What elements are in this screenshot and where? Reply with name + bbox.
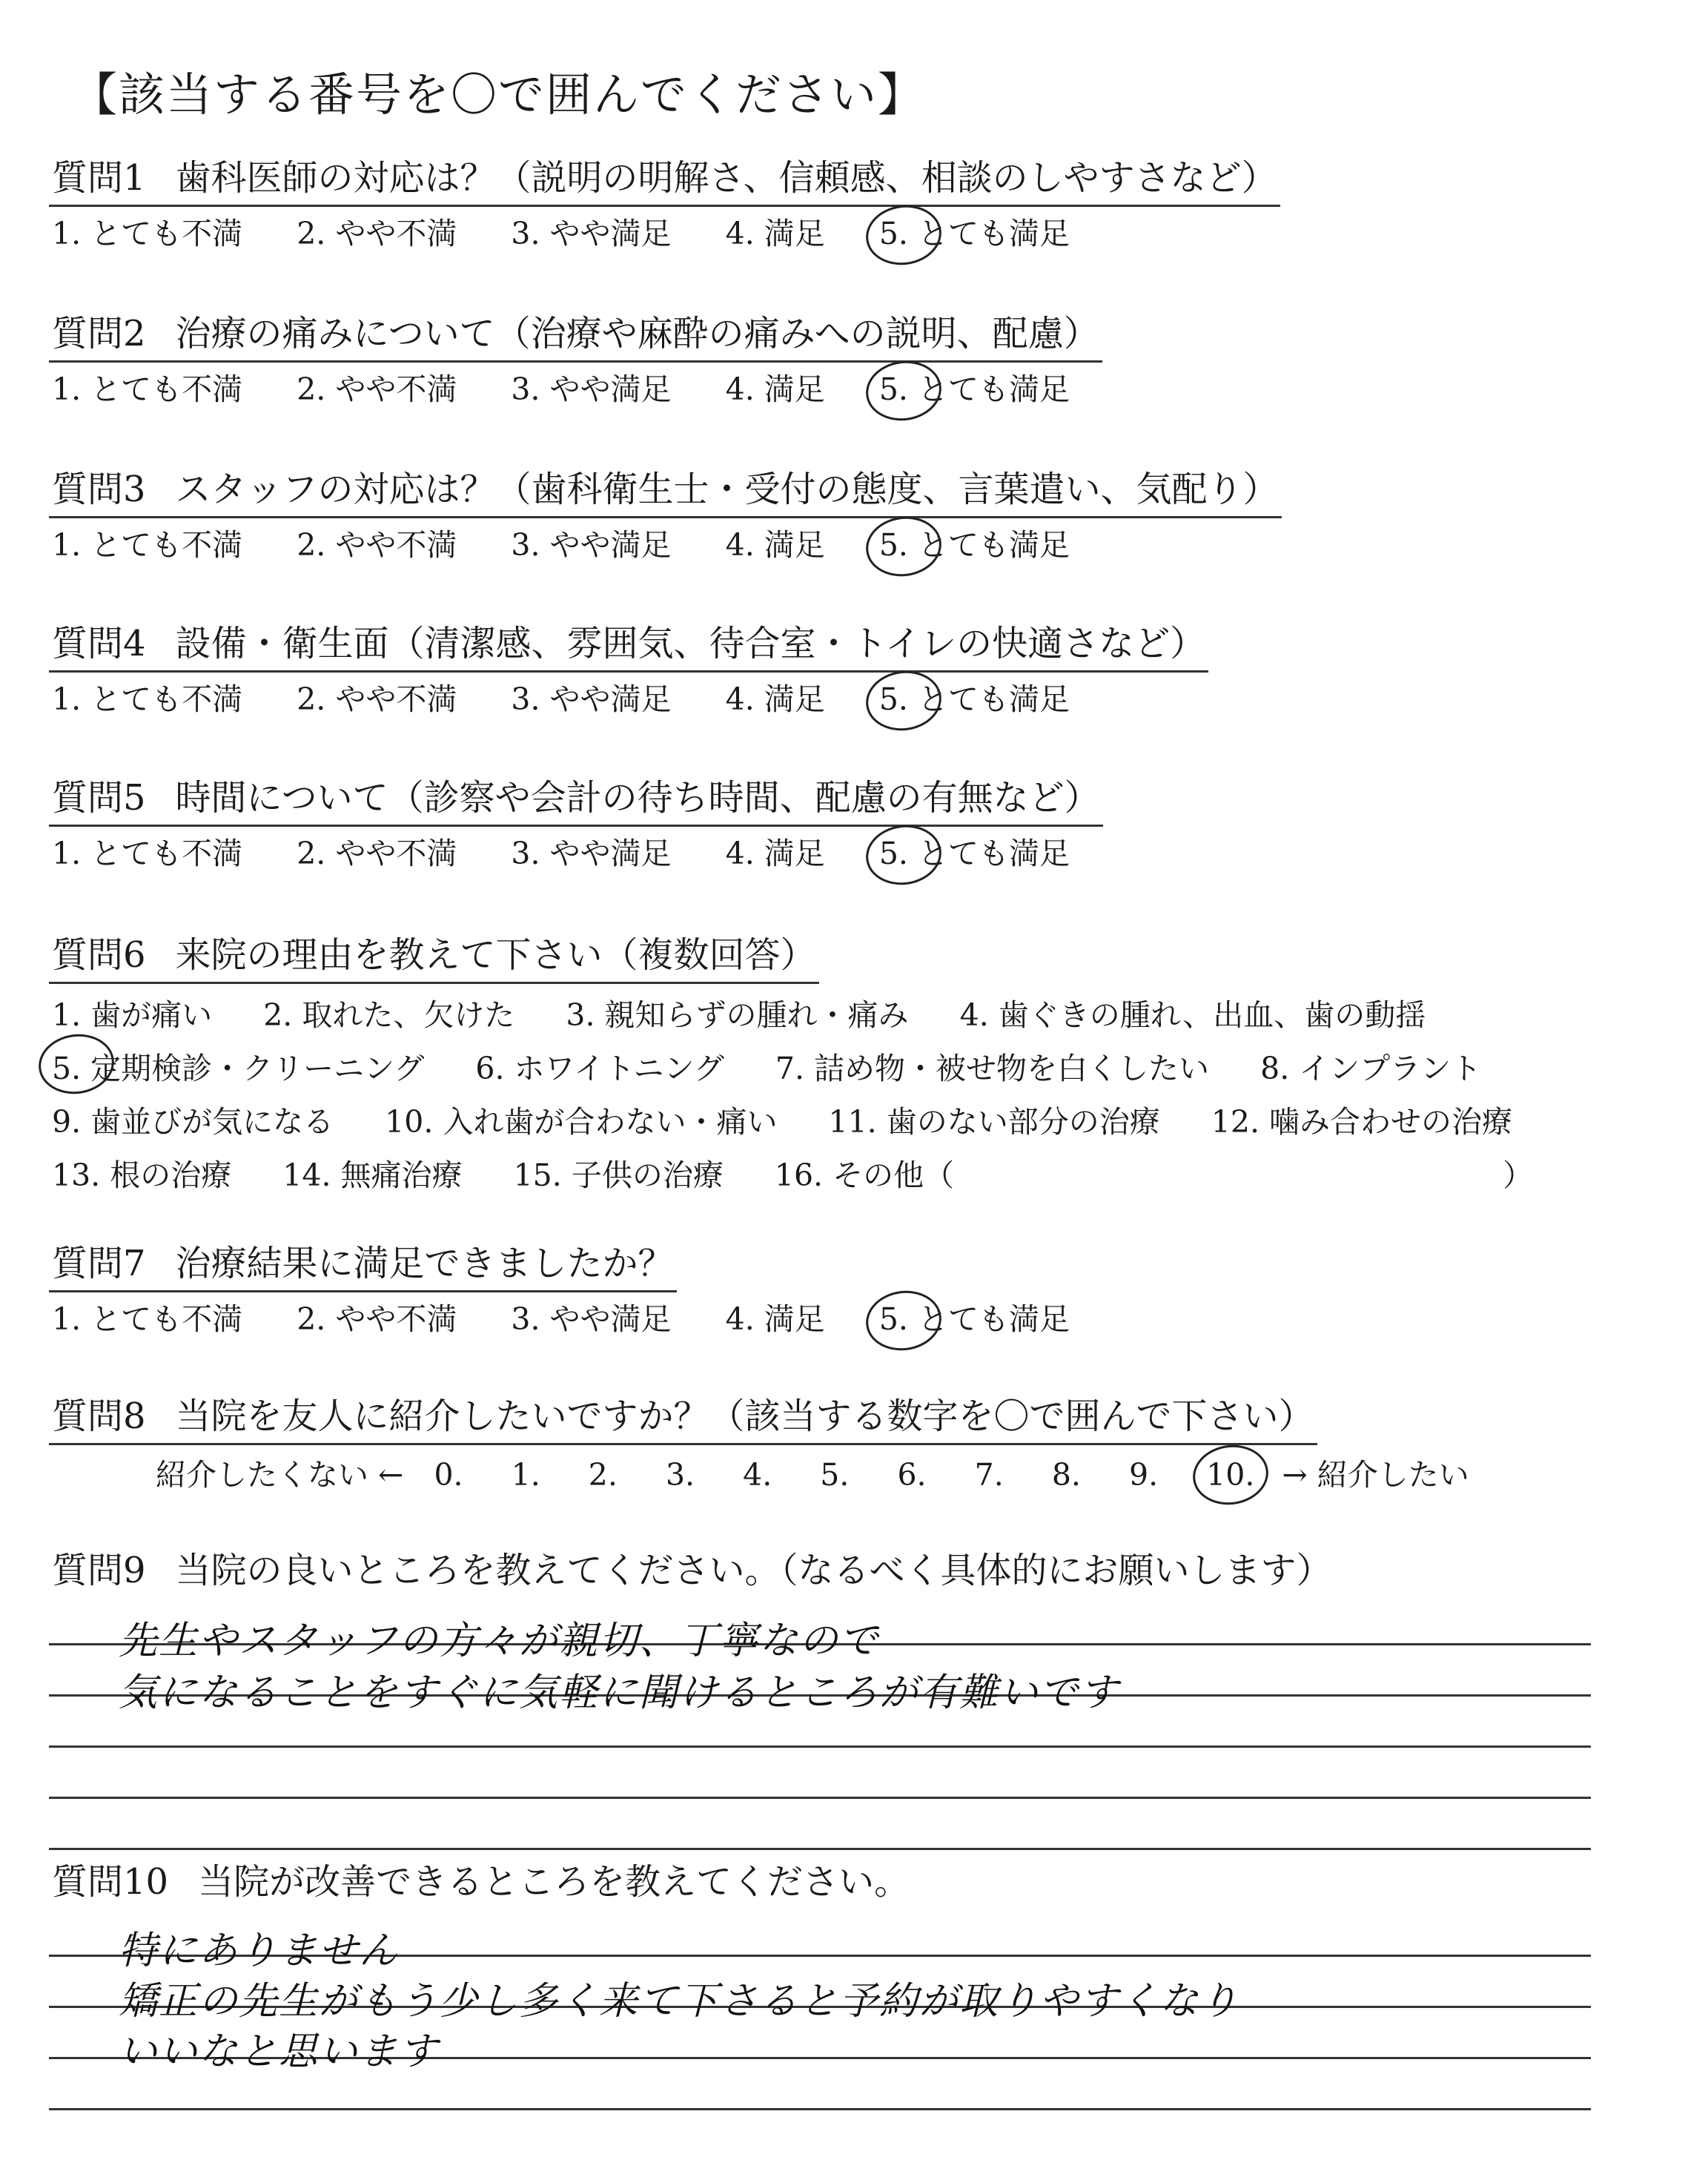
rating-option-4[interactable]: 4. 満足 (725, 836, 825, 871)
rating-scale (49, 524, 1680, 566)
rating-option-5-selected[interactable]: 5. とても満足 (879, 678, 1070, 720)
handwritten-answer-q9-line1: 先生やスタッフの方々が親切、丁寧なので (119, 1619, 880, 1663)
choice-7[interactable]: 7. 詰め物・被せ物を白くしたい (775, 1051, 1210, 1086)
rating-option-3[interactable]: 3. やや満足 (511, 216, 672, 251)
question-10 (49, 1860, 1680, 1909)
question-2 (49, 311, 1680, 410)
scale-right-label: → 紹介したい (1282, 1457, 1469, 1493)
rating-option-4[interactable]: 4. 満足 (725, 216, 825, 251)
question-3 (49, 467, 1680, 566)
rating-option-3[interactable]: 3. やや満足 (511, 527, 672, 563)
choice-row (52, 988, 1680, 1042)
close-paren: ） (1503, 1157, 1534, 1193)
question-number: 質問4 (52, 623, 146, 664)
score-4[interactable]: 4. (743, 1457, 772, 1493)
choice-8[interactable]: 8. インプラント (1260, 1051, 1482, 1086)
rating-option-1[interactable]: 1. とても不満 (52, 216, 243, 251)
handwritten-answer-q9-line2: 気になることをすぐに気軽に聞けるところが有難いです (119, 1671, 1120, 1715)
rating-option-5-selected[interactable]: 5. とても満足 (879, 524, 1070, 566)
question-number: 質問2 (52, 313, 146, 354)
question-9 (49, 1548, 1680, 1597)
question-text: 治療結果に満足できましたか？ (175, 1243, 674, 1284)
choice-9[interactable]: 9. 歯並びが気になる (52, 1104, 334, 1140)
score-7[interactable]: 7. (974, 1457, 1004, 1493)
scale-left-label: 紹介したくない ← (156, 1457, 404, 1493)
choice-4[interactable]: 4. 歯ぐきの腫れ、出血、歯の動揺 (959, 997, 1426, 1033)
question-8-title (49, 1394, 1317, 1445)
question-2-title (49, 311, 1102, 363)
question-number: 質問8 (52, 1396, 146, 1437)
score-6[interactable]: 6. (897, 1457, 927, 1493)
question-text: スタッフの対応は？（歯科衛生士・受付の態度、言葉遣い、気配り） (175, 469, 1279, 510)
score-10-selected[interactable]: 10. (1206, 1453, 1254, 1497)
question-number: 質問5 (52, 777, 146, 819)
rating-option-2[interactable]: 2. やや不満 (297, 1301, 457, 1337)
rating-option-5-selected[interactable]: 5. とても満足 (879, 833, 1070, 874)
question-text: 当院の良いところを教えてください。（なるべく具体的にお願いします） (175, 1550, 1332, 1591)
question-7 (49, 1241, 1680, 1340)
question-text: 来院の理由を教えて下さい（複数回答） (175, 934, 816, 976)
rating-option-2[interactable]: 2. やや不満 (297, 527, 457, 563)
question-9-title (49, 1548, 1335, 1597)
rating-option-3[interactable]: 3. やや満足 (511, 836, 672, 871)
choice-12[interactable]: 12. 噛み合わせの治療 (1211, 1104, 1513, 1140)
rating-option-5-selected[interactable]: 5. とても満足 (879, 1298, 1070, 1340)
question-8 (49, 1394, 1680, 1497)
question-text: 歯科医師の対応は？（説明の明解さ、信頼感、相談のしやすさなど） (175, 157, 1277, 199)
rating-scale (49, 369, 1680, 410)
rating-option-2[interactable]: 2. やや不満 (297, 216, 457, 251)
choice-15[interactable]: 15. 子供の治療 (513, 1157, 724, 1193)
question-5-title (49, 776, 1103, 827)
handwritten-answer-q10-line3: いいなと思います (119, 2029, 440, 2074)
score-9[interactable]: 9. (1128, 1457, 1159, 1493)
rating-option-4[interactable]: 4. 満足 (725, 1301, 825, 1337)
rating-option-1[interactable]: 1. とても不満 (52, 527, 243, 563)
score-5[interactable]: 5. (820, 1457, 850, 1493)
rating-option-5-selected[interactable]: 5. とても満足 (879, 369, 1070, 410)
question-text: 当院が改善できるところを教えてください。 (198, 1861, 910, 1903)
rating-option-2[interactable]: 2. やや不満 (297, 681, 457, 717)
rating-scale (49, 678, 1680, 720)
recommend-scale (49, 1453, 1680, 1497)
question-number: 質問6 (52, 934, 146, 976)
choice-row (52, 1095, 1680, 1149)
score-8[interactable]: 8. (1051, 1457, 1081, 1493)
question-number: 質問10 (52, 1861, 169, 1903)
rating-option-1[interactable]: 1. とても不満 (52, 681, 243, 717)
question-1-title (49, 156, 1280, 207)
choice-3[interactable]: 3. 親知らずの腫れ・痛み (566, 997, 909, 1033)
form-header: 【該当する番号を〇で囲んでください】 (71, 67, 926, 122)
question-6-title (49, 933, 819, 984)
question-3-title (49, 467, 1282, 518)
rating-option-3[interactable]: 3. やや満足 (511, 371, 672, 407)
score-2[interactable]: 2. (588, 1457, 618, 1493)
question-number: 質問3 (52, 469, 146, 510)
visit-reason-choices (49, 988, 1680, 1202)
rating-option-3[interactable]: 3. やや満足 (511, 681, 672, 717)
question-4 (49, 621, 1680, 720)
question-number: 質問9 (52, 1550, 146, 1591)
question-1 (49, 156, 1680, 254)
score-1[interactable]: 1. (511, 1457, 540, 1493)
rating-scale (49, 833, 1680, 874)
rating-option-4[interactable]: 4. 満足 (725, 371, 825, 407)
rating-option-2[interactable]: 2. やや不満 (297, 371, 457, 407)
choice-row (52, 1149, 1680, 1202)
choice-6[interactable]: 6. ホワイトニング (475, 1051, 724, 1086)
choice-16[interactable]: 16. その他（ (774, 1157, 955, 1193)
question-6 (49, 933, 1680, 1202)
rating-scale (49, 1298, 1680, 1340)
question-4-title (49, 621, 1208, 673)
rating-option-1[interactable]: 1. とても不満 (52, 371, 243, 407)
choice-13[interactable]: 13. 根の治療 (52, 1157, 232, 1193)
question-number: 質問1 (52, 157, 146, 199)
choice-5-selected[interactable]: 5. 定期検診・クリーニング (52, 1042, 424, 1095)
choice-1[interactable]: 1. 歯が痛い (52, 997, 213, 1033)
rating-option-4[interactable]: 4. 満足 (725, 681, 825, 717)
choice-10[interactable]: 10. 入れ歯が合わない・痛い (385, 1104, 778, 1140)
handwritten-answer-q10-line2: 矯正の先生がもう少し多く来て下さると予約が取りやすくなり (119, 1979, 1240, 2024)
rating-option-3[interactable]: 3. やや満足 (511, 1301, 672, 1337)
score-3[interactable]: 3. (665, 1457, 695, 1493)
score-0[interactable]: 0. (434, 1457, 463, 1493)
question-number: 質問7 (52, 1243, 146, 1284)
choice-11[interactable]: 11. 歯のない部分の治療 (828, 1104, 1160, 1140)
choice-14[interactable]: 14. 無痛治療 (282, 1157, 463, 1193)
rating-option-5-selected[interactable]: 5. とても満足 (879, 213, 1070, 254)
rating-option-1[interactable]: 1. とても不満 (52, 1301, 243, 1337)
question-text: 治療の痛みについて（治療や麻酔の痛みへの説明、配慮） (175, 313, 1099, 354)
question-7-title (49, 1241, 677, 1292)
rating-option-4[interactable]: 4. 満足 (725, 527, 825, 563)
question-10-title (49, 1860, 913, 1909)
rating-option-2[interactable]: 2. やや不満 (297, 836, 457, 871)
question-5 (49, 776, 1680, 874)
question-text: 当院を友人に紹介したいですか？（該当する数字を〇で囲んで下さい） (175, 1396, 1314, 1437)
choice-2[interactable]: 2. 取れた、欠けた (263, 997, 515, 1033)
choice-row (52, 1042, 1680, 1095)
rating-scale (49, 213, 1680, 254)
handwritten-answer-q10-line1: 特にありません (119, 1929, 400, 1973)
rating-option-1[interactable]: 1. とても不満 (52, 836, 243, 871)
question-text: 時間について（診察や会計の待ち時間、配慮の有無など） (175, 777, 1100, 819)
question-text: 設備・衛生面（清潔感、雰囲気、待合室・トイレの快適さなど） (175, 623, 1206, 664)
